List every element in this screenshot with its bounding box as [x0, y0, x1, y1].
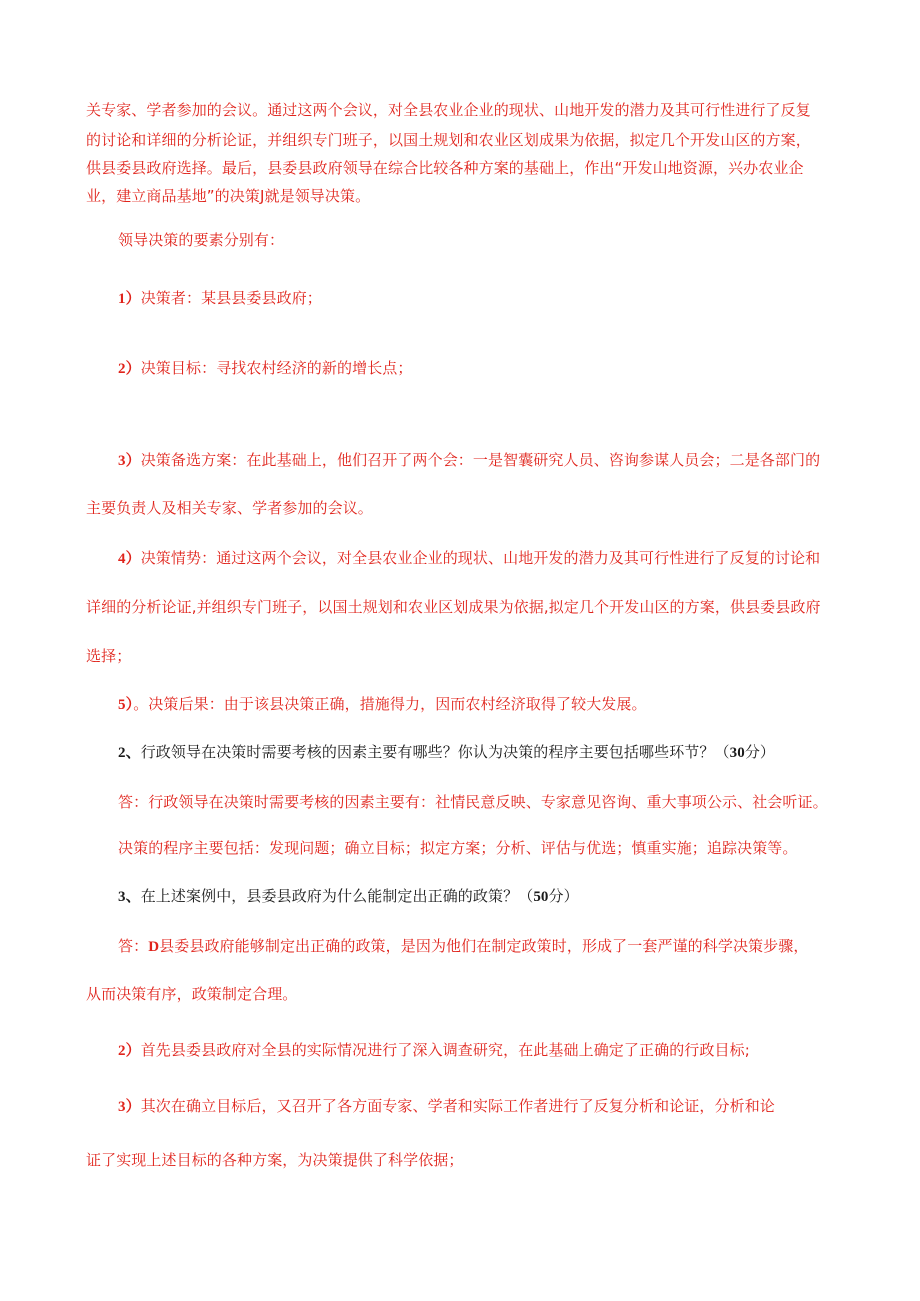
list-item — [118, 288, 322, 309]
item-number: 2） — [118, 1043, 141, 1059]
answer-line — [118, 936, 808, 957]
answer-line: 答：行政领导在决策时需要考核的因素主要有：社情民意反映、专家意见咨询、重大事项公示、社会听证。 — [118, 793, 828, 811]
item-text: 决策者：某县县委县政府； — [140, 289, 322, 307]
item-number: 1） — [118, 291, 141, 307]
paragraph-line: 从而决策有序，政策制定合理。 — [86, 985, 298, 1003]
answer-prefix: 答： — [118, 937, 149, 955]
list-item — [118, 1040, 750, 1061]
paragraph-line: 供县委县政府选择。最后，县委县政府领导在综合比较各种方案的基础上，作出“开发山地资源，兴办农业企 — [86, 159, 804, 177]
question-number: 3、 — [118, 889, 141, 905]
item-text: 决策情势：通过这两个会议，对全县农业企业的现状、山地开发的潜力及其可行性进行了反复的讨论和 — [140, 549, 821, 567]
answer-line: 决策的程序主要包括：发现问题；确立目标；拟定方案；分析、评估与优选；慎重实施；追踪决策等。 — [118, 839, 798, 857]
item-number: 4） — [118, 551, 141, 567]
question-text: 在上述案例中，县委县政府为什么能制定出正确的政策？（ — [140, 887, 534, 905]
paragraph-line: 业，建立商品基地”的决策J就是领导决策。 — [86, 187, 371, 205]
answer-letter: D — [148, 939, 160, 955]
list-item — [118, 548, 820, 569]
item-number: 5） — [118, 697, 134, 713]
list-item — [118, 694, 647, 715]
question-heading — [118, 886, 579, 907]
paragraph-line: 选择； — [86, 647, 132, 665]
paragraph-line: 证了实现上述目标的各种方案，为决策提供了科学依据； — [86, 1151, 464, 1169]
item-text: 首先县委县政府对全县的实际情况进行了深入调查研究，在此基础上确定了正确的行政目标; — [140, 1041, 750, 1059]
section-heading: 领导决策的要素分别有： — [118, 231, 285, 249]
paragraph-line: 关专家、学者参加的会议。通过这两个会议，对全县农业企业的现状、山地开发的潜力及其可行性进行了反复 — [86, 101, 811, 119]
paragraph-line: 的讨论和详细的分析论证，并组织专门班子，以国土规划和农业区划成果为依据，拟定几个开发山区的方案， — [86, 131, 811, 149]
paragraph-line: 详细的分析论证,并组织专门班子，以国土规划和农业区划成果为依据,拟定几个开发山区的方案，供县委县政府 — [86, 598, 821, 616]
item-number: 3） — [118, 1099, 141, 1115]
question-text: 行政领导在决策时需要考核的因素主要有哪些？你认为决策的程序主要包括哪些环节？（ — [140, 743, 730, 761]
list-item — [118, 358, 413, 379]
list-item — [118, 1096, 775, 1117]
item-number: 3） — [118, 453, 141, 469]
question-score: 50 — [533, 889, 549, 905]
item-text: 。决策后果：由于该县决策正确，措施得力，因而农村经济取得了较大发展。 — [133, 695, 647, 713]
question-tail: 分） — [744, 743, 776, 761]
question-number: 2、 — [118, 745, 141, 761]
question-score: 30 — [729, 745, 745, 761]
item-number: 2） — [118, 361, 141, 377]
item-text: 其次在确立目标后，又召开了各方面专家、学者和实际工作者进行了反复分析和论证，分析和论 — [140, 1097, 775, 1115]
answer-text: 县委县政府能够制定出正确的政策，是因为他们在制定政策时，形成了一套严谨的科学决策步骤， — [159, 937, 809, 955]
item-text: 决策备选方案：在此基础上，他们召开了两个会：一是智囊研究人员、咨询参谋人员会；二是各部门的 — [140, 451, 821, 469]
list-item — [118, 450, 820, 471]
question-heading — [118, 742, 775, 763]
item-text: 决策目标：寻找农村经济的新的增长点； — [140, 359, 413, 377]
question-tail: 分） — [548, 887, 579, 905]
paragraph-line: 主要负责人及相关专家、学者参加的会议。 — [86, 499, 373, 517]
